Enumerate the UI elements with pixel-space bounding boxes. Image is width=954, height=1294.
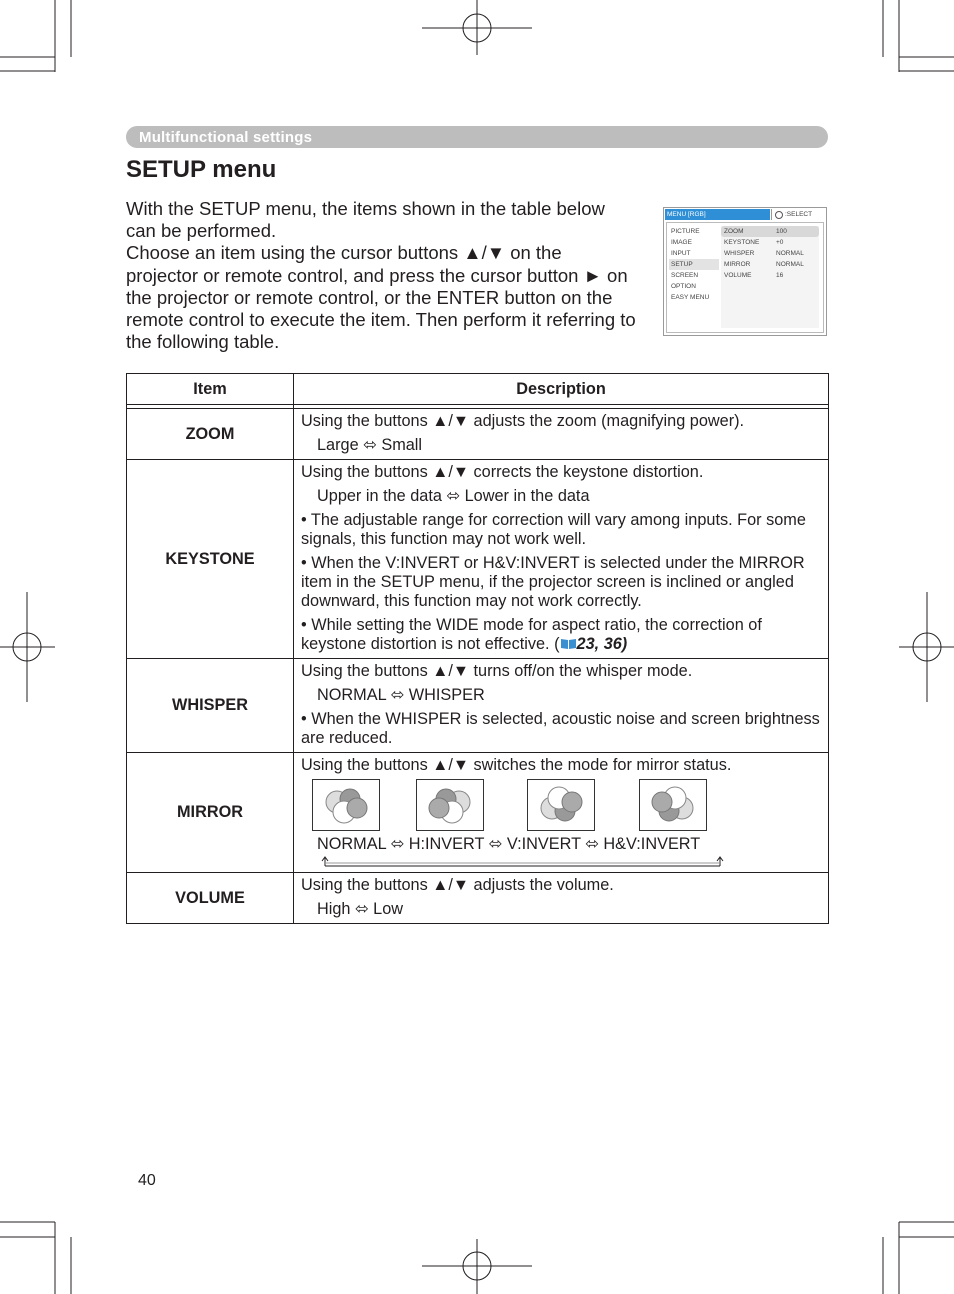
keystone-note-3-text: • While setting the WIDE mode for aspect ratio, the correction of keystone distortion is not effective. (	[301, 616, 762, 653]
osd-menu-item: PICTURE	[671, 228, 700, 235]
volume-range: High ⬄ Low	[317, 900, 404, 918]
item-volume: VOLUME	[127, 873, 294, 924]
column-header-description: Description	[294, 374, 829, 405]
osd-setting-row	[721, 237, 819, 248]
osd-menu-item-active: SETUP	[669, 259, 719, 270]
osd-setting-row	[721, 259, 819, 270]
osd-menu-item: OPTION	[671, 283, 696, 290]
osd-setting-name: ZOOM	[724, 228, 744, 235]
column-header-item: Item	[127, 374, 294, 405]
osd-select-label: :SELECT	[785, 211, 813, 218]
table-row-volume	[127, 873, 829, 924]
mirror-mode-illustrations	[301, 779, 822, 835]
item-zoom: ZOOM	[127, 409, 294, 460]
section-header-label: Multifunctional settings	[139, 129, 313, 146]
mirror-instruction: Using the buttons ▲/▼ switches the mode for mirror status.	[301, 756, 732, 774]
mirror-hv-invert-icon	[639, 779, 707, 831]
keystone-page-reference: 23, 36)	[576, 635, 628, 653]
intro-paragraph-2: Choose an item using the cursor buttons ▲/▼ on the projector or remote control, and press the cursor button ► on the projector or remote control, or the ENTER button on the remote control to execute the item. Then perform it referring to the following table.	[126, 242, 636, 353]
osd-settings-list	[721, 226, 819, 328]
osd-menu-item: INPUT	[671, 250, 691, 257]
keystone-note-1: • The adjustable range for correction will vary among inputs. For some signals, this function may not work well.	[301, 511, 806, 548]
setup-items-table	[126, 373, 829, 924]
page-number: 40	[138, 1172, 156, 1189]
keystone-instruction: Using the buttons ▲/▼ corrects the keystone distortion.	[301, 463, 704, 481]
table-row-zoom	[127, 409, 829, 460]
description-whisper	[294, 659, 829, 753]
description-keystone	[294, 460, 829, 659]
mirror-normal-icon	[312, 779, 380, 831]
table-row-keystone	[127, 460, 829, 659]
description-mirror	[294, 753, 829, 873]
osd-setting-value: NORMAL	[776, 261, 804, 268]
keystone-note-3	[301, 616, 822, 654]
whisper-note: • When the WHISPER is selected, acoustic noise and screen brightness are reduced.	[301, 710, 820, 747]
item-whisper: WHISPER	[127, 659, 294, 753]
osd-setting-row	[721, 226, 819, 237]
table-row-whisper	[127, 659, 829, 753]
setup-menu-screen-illustration	[663, 207, 827, 336]
mirror-cycle-arrow-icon	[315, 854, 735, 868]
osd-setting-name: MIRROR	[724, 261, 751, 268]
osd-setting-name: WHISPER	[724, 250, 755, 257]
osd-setting-value: 16	[776, 272, 784, 279]
table-header-row	[127, 374, 829, 405]
osd-header	[665, 209, 770, 220]
osd-select-hint	[771, 209, 825, 220]
page-title: SETUP menu	[126, 156, 277, 183]
mirror-range: NORMAL ⬄ H:INVERT ⬄ V:INVERT ⬄ H&V:INVERT	[317, 835, 701, 853]
table-row-mirror	[127, 753, 829, 873]
mirror-h-invert-icon	[416, 779, 484, 831]
osd-setting-value: NORMAL	[776, 250, 804, 257]
osd-setting-value: 100	[776, 228, 787, 235]
zoom-range: Large ⬄ Small	[317, 436, 423, 454]
select-button-icon	[775, 211, 783, 219]
osd-menu-list	[669, 226, 719, 303]
osd-setting-row	[721, 248, 819, 259]
keystone-range: Upper in the data ⬄ Lower in the data	[317, 487, 590, 505]
whisper-range: NORMAL ⬄ WHISPER	[317, 686, 485, 704]
description-volume	[294, 873, 829, 924]
keystone-note-2: • When the V:INVERT or H&V:INVERT is selected under the MIRROR item in the SETUP menu, if the projector screen is inclined or angled downward, this function may not work correctly.	[301, 554, 805, 610]
item-keystone: KEYSTONE	[127, 460, 294, 659]
intro-text	[126, 198, 636, 353]
osd-setting-name: VOLUME	[724, 272, 752, 279]
book-reference-icon	[560, 638, 577, 650]
osd-menu-item: IMAGE	[671, 239, 692, 246]
osd-menu-item: EASY MENU	[671, 294, 710, 301]
zoom-instruction: Using the buttons ▲/▼ adjusts the zoom (magnifying power).	[301, 412, 745, 430]
osd-body	[666, 222, 824, 333]
osd-menu-item: SCREEN	[671, 272, 699, 279]
osd-setting-row	[721, 270, 819, 281]
section-header-bar	[126, 126, 828, 148]
description-zoom	[294, 409, 829, 460]
mirror-v-invert-icon	[527, 779, 595, 831]
osd-setting-name: KEYSTONE	[724, 239, 760, 246]
item-mirror: MIRROR	[127, 753, 294, 873]
osd-header-label: MENU [RGB]	[667, 211, 706, 218]
whisper-instruction: Using the buttons ▲/▼ turns off/on the whisper mode.	[301, 662, 693, 680]
osd-setting-value: +0	[776, 239, 784, 246]
intro-paragraph-1: With the SETUP menu, the items shown in the table below can be performed.	[126, 198, 605, 242]
volume-instruction: Using the buttons ▲/▼ adjusts the volume.	[301, 876, 614, 894]
